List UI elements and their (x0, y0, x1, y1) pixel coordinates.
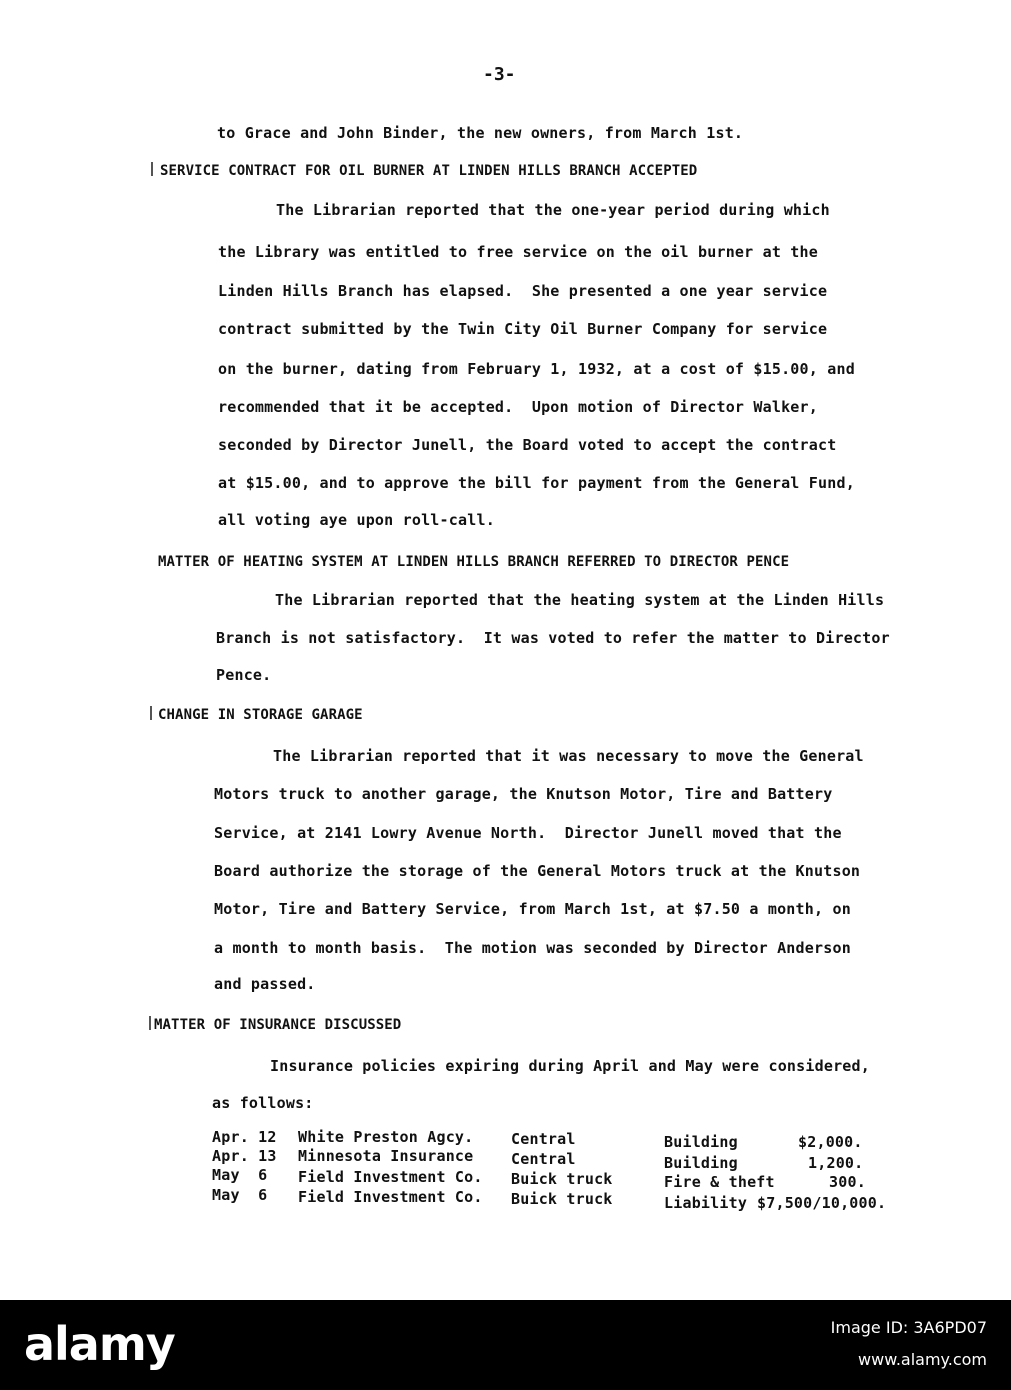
text-line: The Librarian reported that it was necessary to move the General (273, 747, 864, 765)
text-line: on the burner, dating from February 1, 1932, at a cost of $15.00, and (218, 360, 855, 378)
table-cell-item: Buick truck (511, 1170, 613, 1188)
table-cell-type: Building (664, 1154, 738, 1172)
table-cell-date: Apr. 13 (212, 1147, 277, 1165)
table-cell-agency: Field Investment Co. (298, 1168, 483, 1186)
table-cell-item: Buick truck (511, 1190, 613, 1208)
text-line: to Grace and John Binder, the new owners, from March 1st. (217, 124, 744, 142)
text-line: and passed. (214, 975, 316, 993)
text-line: The Librarian reported that the heating system at the Linden Hills (275, 591, 885, 609)
alamy-logo: alamy (24, 1317, 175, 1371)
text-line: all voting aye upon roll-call. (218, 511, 495, 529)
section-heading-oil-burner: SERVICE CONTRACT FOR OIL BURNER AT LINDEN HILLS BRANCH ACCEPTED (160, 163, 698, 179)
table-cell-amount: 300. (829, 1173, 866, 1191)
text-line: Insurance policies expiring during April and May were considered, (270, 1057, 870, 1075)
watermark-footer (0, 1300, 1011, 1390)
section-heading-heating-system: MATTER OF HEATING SYSTEM AT LINDEN HILLS BRANCH REFERRED TO DIRECTOR PENCE (158, 554, 790, 570)
text-line: at $15.00, and to approve the bill for payment from the General Fund, (218, 474, 855, 492)
text-line: contract submitted by the Twin City Oil Burner Company for service (218, 320, 828, 338)
table-cell-agency: Minnesota Insurance (298, 1147, 474, 1165)
text-line: Board authorize the storage of the General Motors truck at the Knutson (214, 862, 861, 880)
section-heading-storage-garage: CHANGE IN STORAGE GARAGE (158, 707, 363, 723)
table-cell-type: Fire & theft (664, 1173, 775, 1191)
text-line: Pence. (216, 666, 272, 684)
site-url-label: www.alamy.com (858, 1350, 987, 1369)
table-cell-type: Liability (664, 1194, 748, 1212)
text-line: as follows: (212, 1094, 314, 1112)
text-line: Motors truck to another garage, the Knutson Motor, Tire and Battery (214, 785, 833, 803)
margin-mark (150, 706, 152, 720)
text-line: recommended that it be accepted. Upon motion of Director Walker, (218, 398, 818, 416)
text-line: the Library was entitled to free service on the oil burner at the (218, 243, 818, 261)
table-cell-item: Central (511, 1130, 576, 1148)
text-line: seconded by Director Junell, the Board voted to accept the contract (218, 436, 837, 454)
text-line: The Librarian reported that the one-year period during which (276, 201, 830, 219)
text-line: Service, at 2141 Lowry Avenue North. Director Junell moved that the (214, 824, 842, 842)
table-cell-date: Apr. 12 (212, 1128, 277, 1146)
table-cell-item: Central (511, 1150, 576, 1168)
margin-mark (151, 162, 153, 176)
margin-mark (149, 1016, 151, 1030)
image-id-label: Image ID: 3A6PD07 (830, 1318, 987, 1337)
table-cell-agency: White Preston Agcy. (298, 1128, 474, 1146)
table-cell-type: Building (664, 1133, 738, 1151)
table-cell-date: May 6 (212, 1166, 268, 1184)
section-heading-insurance: MATTER OF INSURANCE DISCUSSED (154, 1017, 402, 1033)
page-number: -3- (483, 64, 516, 85)
table-cell-amount: $2,000. (798, 1133, 863, 1151)
text-line: Linden Hills Branch has elapsed. She presented a one year service (218, 282, 828, 300)
text-line: Branch is not satisfactory. It was voted to refer the matter to Director (216, 629, 890, 647)
text-line: Motor, Tire and Battery Service, from March 1st, at $7.50 a month, on (214, 900, 851, 918)
table-cell-amount: 1,200. (808, 1154, 864, 1172)
text-line: a month to month basis. The motion was seconded by Director Anderson (214, 939, 851, 957)
table-cell-agency: Field Investment Co. (298, 1188, 483, 1206)
table-cell-amount: $7,500/10,000. (757, 1194, 887, 1212)
table-cell-date: May 6 (212, 1186, 268, 1204)
